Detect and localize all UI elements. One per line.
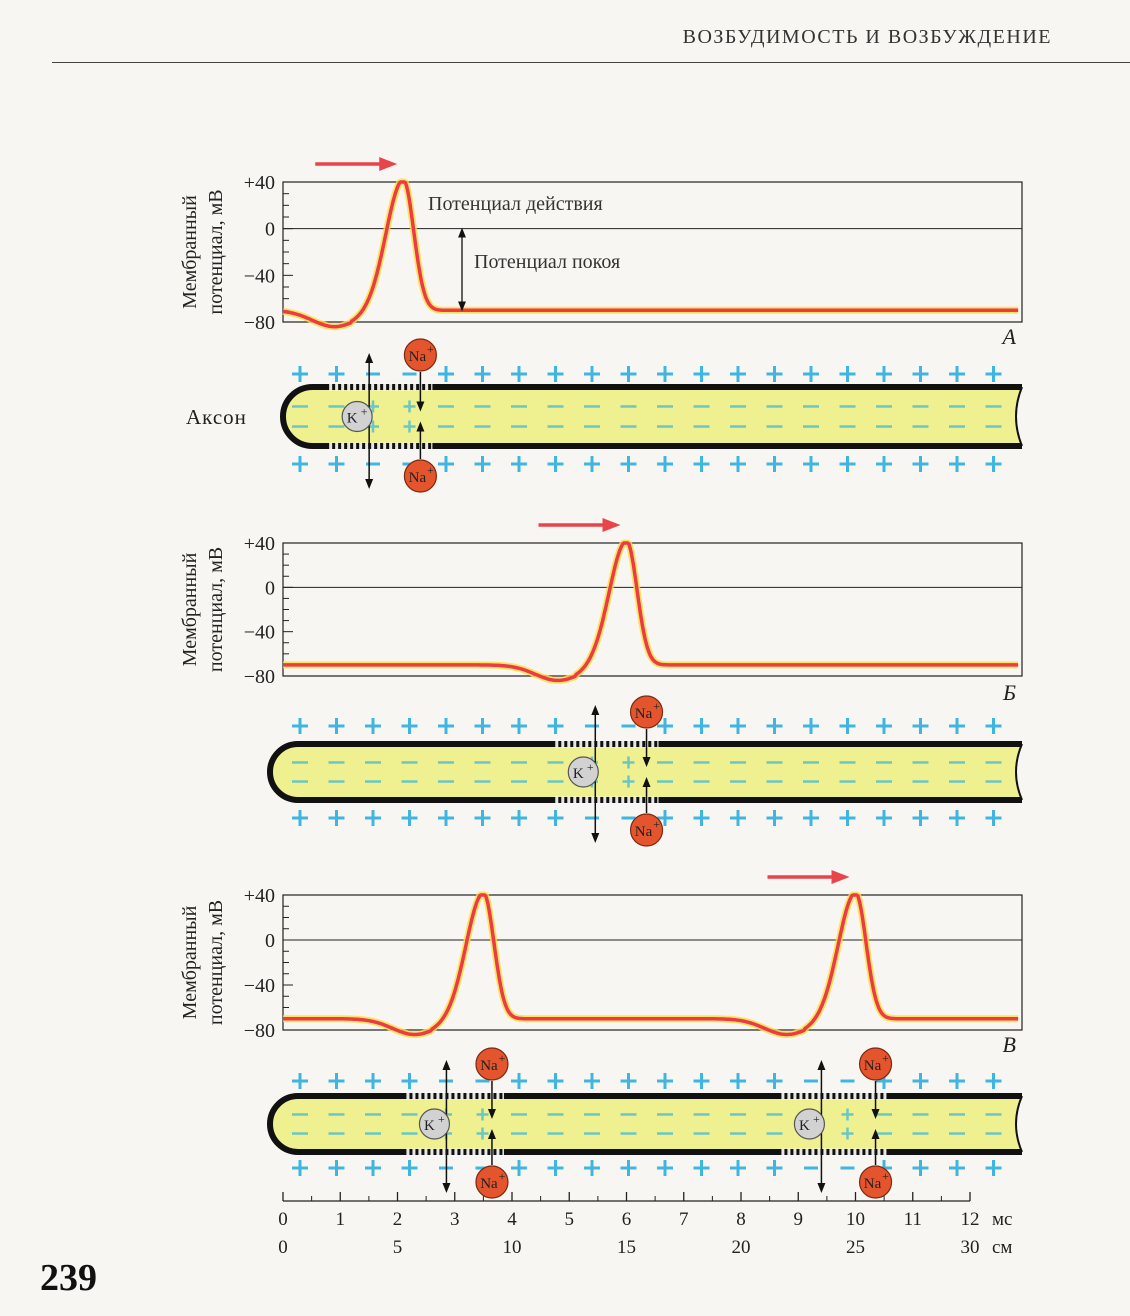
y-tick-label: −80 [243, 1020, 275, 1042]
sodium-label: Na [863, 1176, 882, 1192]
time-tick-label: 9 [793, 1209, 803, 1230]
y-axis-title-line1: Мембранный [179, 552, 201, 667]
axon [283, 387, 1022, 446]
y-tick-label: −80 [243, 666, 275, 688]
propagation-arrow-head [603, 518, 621, 532]
sodium-label: Na [634, 824, 653, 840]
distance-unit: см [992, 1237, 1013, 1258]
y-tick-label: +40 [243, 885, 275, 907]
propagation-arrow-head [379, 157, 397, 171]
sodium-label: Na [480, 1058, 498, 1074]
trace-glow [283, 895, 1018, 1035]
sodium-label: Na [408, 470, 427, 486]
potassium-label: K [799, 1118, 810, 1134]
time-tick-label: 10 [846, 1209, 865, 1230]
panel-2 [179, 518, 1022, 846]
sodium-charge: + [882, 1051, 889, 1065]
y-axis-title-line2: потенциал, мВ [205, 189, 227, 315]
potassium-label: K [572, 766, 584, 782]
y-axis-title-line2: потенциал, мВ [205, 546, 227, 673]
trace-glow [283, 543, 1018, 680]
sodium-charge: + [653, 699, 660, 713]
y-tick-label: +40 [243, 172, 275, 194]
y-axis-title-line2: потенциал, мВ [205, 899, 227, 1026]
potassium-charge: + [586, 760, 594, 774]
y-tick-label: 0 [265, 930, 275, 952]
distance-tick-label: 5 [392, 1237, 403, 1258]
axon-label: Аксон [186, 405, 247, 429]
time-tick-label: 0 [278, 1209, 288, 1230]
distance-tick-label: 30 [960, 1237, 980, 1258]
plot-frame [283, 895, 1022, 1030]
sodium-charge: + [882, 1169, 889, 1183]
running-head: ВОЗБУДИМОСТЬ И ВОЗБУЖДЕНИЕ [682, 26, 1052, 48]
panel-letter: В [1002, 1032, 1016, 1057]
page-number: 239 [40, 1257, 97, 1299]
axon [270, 1096, 1022, 1152]
propagation-arrow-head [832, 870, 850, 884]
time-tick-label: 7 [679, 1209, 689, 1230]
time-tick-label: 4 [507, 1209, 517, 1230]
y-tick-label: 0 [265, 577, 275, 600]
distance-tick-label: 25 [846, 1237, 865, 1258]
distance-tick-label: 0 [278, 1237, 288, 1258]
panel-letter: А [1002, 324, 1016, 349]
potassium-label: K [346, 410, 358, 427]
resting-potential-label: Потенциал покоя [474, 251, 621, 273]
sodium-charge: + [498, 1051, 506, 1065]
sodium-label: Na [480, 1176, 498, 1192]
sodium-label: Na [863, 1058, 882, 1074]
time-unit: мс [992, 1209, 1013, 1230]
time-tick-label: 2 [392, 1209, 403, 1230]
potassium-charge: + [813, 1112, 820, 1126]
sodium-charge: + [427, 342, 434, 356]
sodium-charge: + [498, 1169, 506, 1183]
sodium-charge: + [653, 817, 660, 831]
membrane-potential-trace [283, 182, 1018, 327]
time-tick-label: 5 [564, 1209, 574, 1230]
potassium-charge: + [360, 404, 368, 419]
action-potential-label: Потенциал действия [428, 193, 603, 215]
sodium-charge: + [427, 463, 434, 477]
time-tick-label: 12 [960, 1209, 980, 1230]
sodium-label: Na [634, 706, 653, 722]
time-tick-label: 6 [621, 1209, 632, 1230]
panel-3 [179, 870, 1022, 1198]
y-tick-label: −40 [243, 975, 275, 997]
y-axis-title-line1: Мембранный [179, 195, 201, 309]
panel-letter: Б [1003, 680, 1016, 705]
sodium-label: Na [408, 349, 427, 365]
y-tick-label: −40 [243, 265, 275, 288]
time-tick-label: 3 [450, 1209, 460, 1230]
y-tick-label: 0 [265, 218, 275, 241]
time-tick-label: 1 [335, 1209, 345, 1230]
y-tick-label: −40 [243, 621, 275, 644]
axon-fill [270, 1096, 1022, 1152]
y-tick-label: +40 [243, 533, 275, 555]
y-tick-label: −80 [243, 312, 275, 334]
distance-tick-label: 15 [617, 1237, 636, 1258]
time-tick-label: 8 [736, 1209, 746, 1230]
distance-tick-label: 20 [731, 1237, 751, 1258]
y-axis-title-line1: Мембранный [179, 905, 201, 1020]
potassium-label: K [424, 1118, 435, 1134]
distance-tick-label: 10 [502, 1237, 522, 1258]
time-distance-axis [278, 1192, 1012, 1258]
potassium-charge: + [438, 1112, 445, 1126]
axon-fill [283, 387, 1022, 446]
membrane-potential-trace [283, 895, 1018, 1035]
panel-1 [179, 157, 1022, 492]
time-tick-label: 11 [903, 1209, 922, 1230]
